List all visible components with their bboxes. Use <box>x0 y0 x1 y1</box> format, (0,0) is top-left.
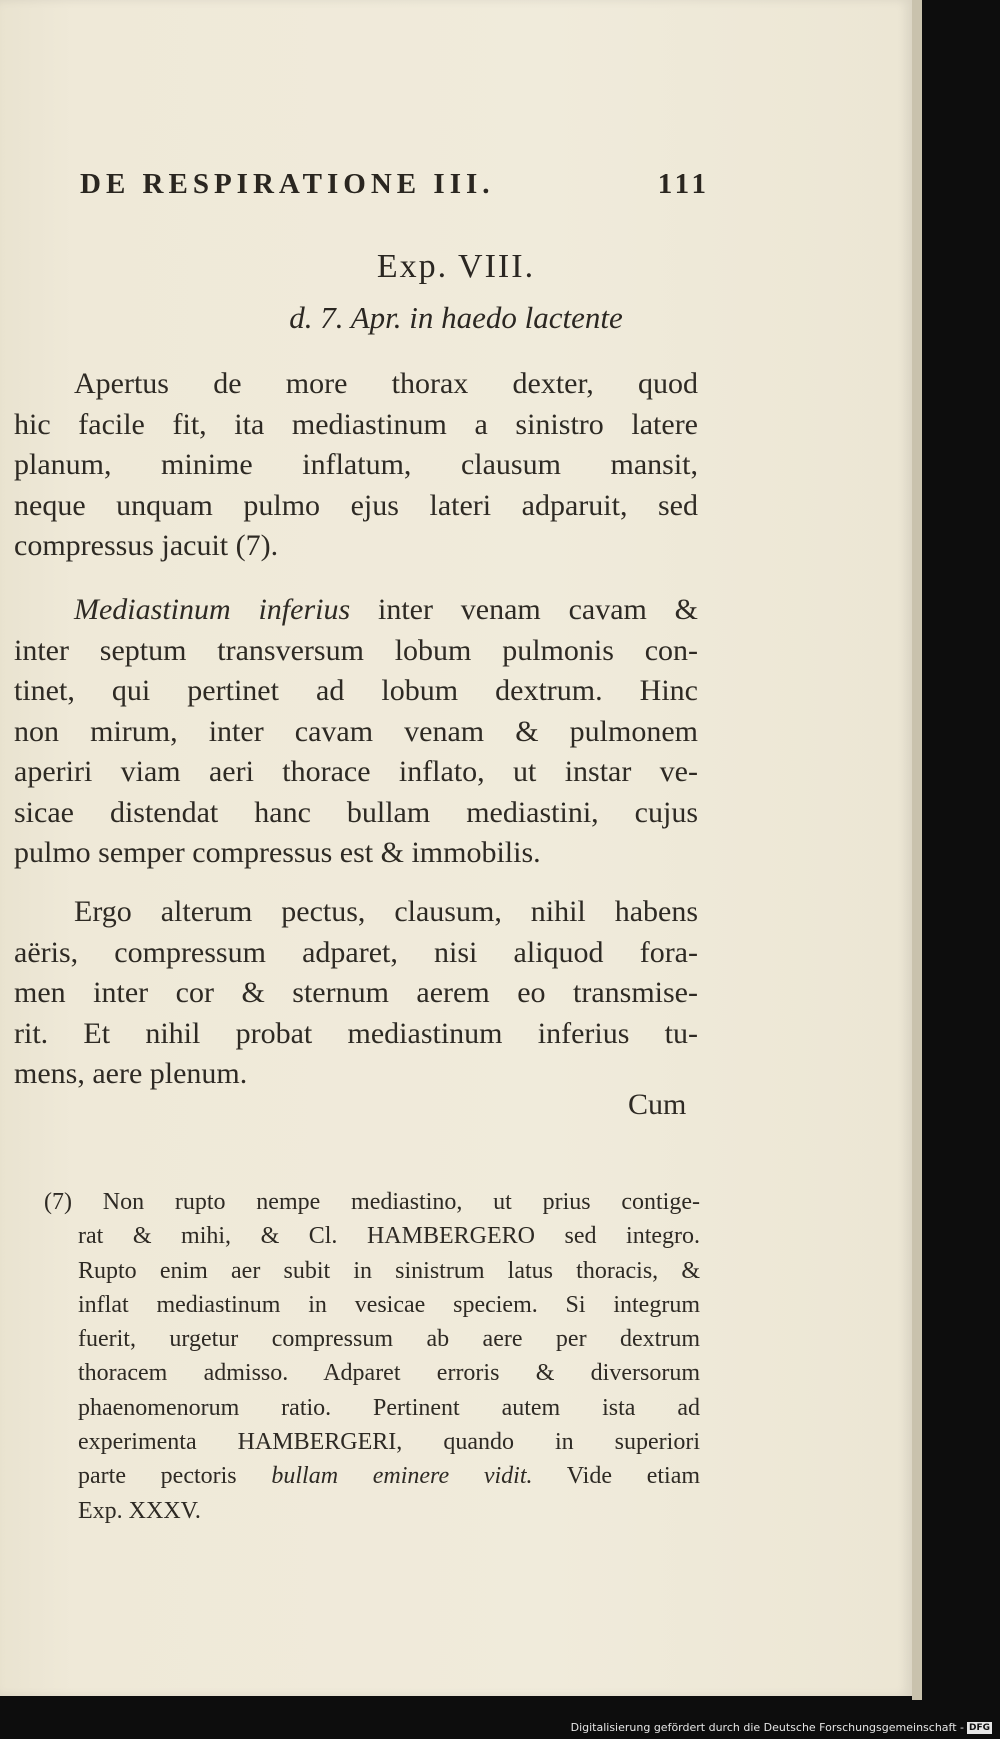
text-line: Ergo alterum pectus, clausum, nihil habens <box>74 895 698 928</box>
experiment-subheading: d. 7. Apr. in haedo lactente <box>289 300 623 335</box>
footnote-text: parte pectoris <box>78 1463 272 1490</box>
footnote-text: Vide etiam <box>532 1463 701 1490</box>
experiment-heading: Exp. VIII. <box>376 248 536 285</box>
running-head-title: DE RESPIRATIONE III. <box>80 168 495 200</box>
footnote <box>44 1185 700 1528</box>
text-line: rit. Et nihil probat mediastinum inferius tu- <box>14 1016 698 1050</box>
footnote-line <box>44 1459 700 1493</box>
text-line: sicae distendat hanc bullam mediastini, cujus <box>14 795 698 829</box>
text-line: aperiri viam aeri thorace inflato, ut instar ve- <box>14 755 698 788</box>
footnote-line: thoracem admisso. Adparet erroris & diversorum <box>78 1360 700 1387</box>
footnote-line: rat & mihi, & Cl. HAMBERGERO sed integro. <box>78 1223 700 1250</box>
text-line: pulmo semper compressus est & immobilis. <box>14 836 541 869</box>
footnote-line: Rupto enim aer subit in sinistrum latus thoracis, & <box>78 1257 700 1284</box>
text-line: planum, minime inflatum, clausum mansit, <box>14 448 698 481</box>
page-number: 111 <box>657 168 710 200</box>
text-line-rest: inter venam cavam & <box>350 593 699 626</box>
text-line: tinet, qui pertinet ad lobum dextrum. Hinc <box>14 674 698 707</box>
text-line: men inter cor & sternum aerem eo transmise- <box>14 976 698 1009</box>
footnote-line: phaenomenorum ratio. Pertinent autem ista ad <box>78 1394 700 1421</box>
footnote-line: inflat mediastinum in vesicae speciem. Si integrum <box>78 1291 700 1318</box>
paragraph-3 <box>14 892 698 1095</box>
text-line: hic facile fit, ita mediastinum a sinistro latere <box>14 407 698 441</box>
text-line: Apertus de more thorax dexter, quod <box>74 367 698 400</box>
paragraph-2 <box>14 590 698 874</box>
page-edge <box>912 0 922 1700</box>
paragraph-1 <box>14 364 698 567</box>
running-head <box>80 168 710 201</box>
footer-text: Digitalisierung gefördert durch die Deutsche Forschungsgemeinschaft - <box>570 1721 964 1734</box>
footnote-line: (7) Non rupto nempe mediastino, ut prius contige- <box>44 1189 700 1215</box>
digitization-footer <box>571 1721 992 1734</box>
text-line: inter septum transversum lobum pulmonis con- <box>14 633 698 667</box>
text-line <box>14 590 698 631</box>
footnote-italic: bullam eminere vidit. <box>271 1463 533 1490</box>
footnote-line: fuerit, urgetur compressum ab aere per dextrum <box>78 1326 700 1353</box>
footnote-line: Exp. XXXV. <box>78 1497 201 1524</box>
text-line: non mirum, inter cavam venam & pulmonem <box>14 714 698 748</box>
text-line: aëris, compressum adparet, nisi aliquod fora- <box>14 935 698 969</box>
text-line: compressus jacuit (7). <box>14 529 279 562</box>
footnote-line: experimenta HAMBERGERI, quando in superiori <box>78 1429 700 1456</box>
catchword: Cum <box>628 1088 687 1121</box>
dfg-logo: DFG <box>968 1722 990 1733</box>
italic-lead: Mediastinum inferius <box>74 593 351 626</box>
text-line: mens, aere plenum. <box>14 1057 248 1090</box>
text-line: neque unquam pulmo ejus lateri adparuit, sed <box>14 488 698 522</box>
